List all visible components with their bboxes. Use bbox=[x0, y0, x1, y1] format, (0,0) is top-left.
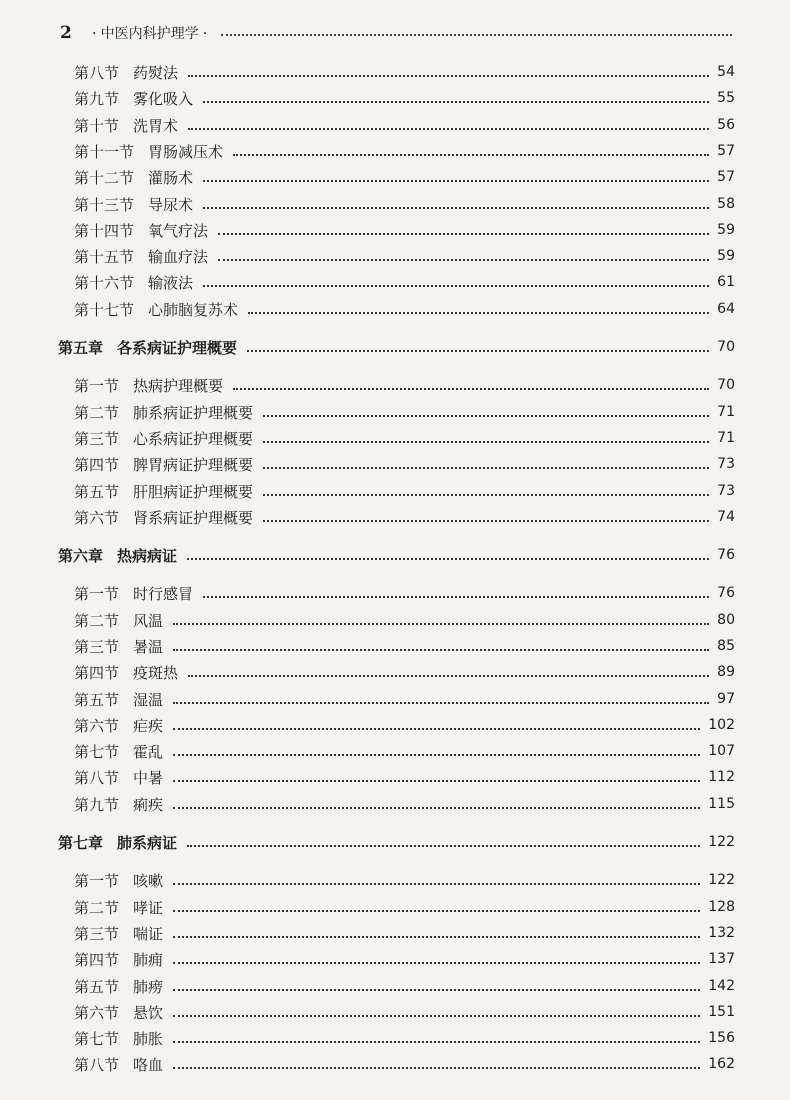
toc-entry-title: 疟疾 bbox=[133, 716, 164, 735]
toc-section-row bbox=[74, 60, 735, 84]
dot-leader bbox=[247, 350, 709, 352]
toc-entry-number: 第八节 bbox=[74, 63, 120, 82]
page-number: 2 bbox=[60, 23, 72, 43]
toc-section-row bbox=[74, 713, 735, 737]
toc-chapter-row bbox=[58, 543, 735, 567]
toc-entry-number: 第十六节 bbox=[74, 273, 135, 292]
toc-entry-title: 哮证 bbox=[133, 898, 164, 917]
dot-leader bbox=[187, 558, 709, 560]
toc-entry-title: 各系病证护理概要 bbox=[117, 338, 238, 357]
header-leader bbox=[221, 34, 732, 36]
toc-entry-number: 第五节 bbox=[74, 977, 120, 996]
toc-page-number: 58 bbox=[717, 196, 735, 212]
toc-entry-number: 第十四节 bbox=[74, 221, 135, 240]
toc-section-row bbox=[74, 426, 735, 450]
toc-page-number: 64 bbox=[717, 301, 735, 317]
toc-page-number: 61 bbox=[717, 274, 735, 290]
toc-page-number: 59 bbox=[717, 222, 735, 238]
toc-section-row bbox=[74, 297, 735, 321]
toc-section-row bbox=[74, 139, 735, 163]
dot-leader bbox=[203, 596, 709, 598]
toc-entry-title: 热病护理概要 bbox=[133, 376, 224, 395]
toc-section-row bbox=[74, 608, 735, 632]
toc-entry-number: 第二节 bbox=[74, 898, 120, 917]
toc-entry-title: 肺胀 bbox=[133, 1029, 164, 1048]
toc-entry-title: 湿温 bbox=[133, 690, 164, 709]
dot-leader bbox=[233, 154, 709, 156]
toc-entry-title: 药熨法 bbox=[133, 63, 179, 82]
dot-leader bbox=[173, 649, 709, 651]
toc-section-row bbox=[74, 270, 735, 294]
toc-entry-title: 喘证 bbox=[133, 924, 164, 943]
toc-entry-number: 第四节 bbox=[74, 950, 120, 969]
toc-entry-number: 第一节 bbox=[74, 376, 120, 395]
toc-entry-number: 第九节 bbox=[74, 89, 120, 108]
dot-leader bbox=[173, 807, 700, 809]
toc-section-row bbox=[74, 660, 735, 684]
toc-page-number: 107 bbox=[708, 743, 735, 759]
toc-entry-title: 风温 bbox=[133, 611, 164, 630]
toc-page-number: 56 bbox=[717, 117, 735, 133]
toc-entry-number: 第五章 bbox=[58, 338, 104, 357]
toc-section-row bbox=[74, 687, 735, 711]
toc-entry-number: 第三节 bbox=[74, 637, 120, 656]
toc-entry-title: 导尿术 bbox=[148, 195, 194, 214]
toc-entry-title: 咳嗽 bbox=[133, 871, 164, 890]
toc-page-number: 137 bbox=[708, 951, 735, 967]
toc-page-number: 76 bbox=[717, 547, 735, 563]
toc-entry-number: 第一节 bbox=[74, 584, 120, 603]
toc-entry-number: 第三节 bbox=[74, 429, 120, 448]
running-header: 2 · 中医内科护理学 · bbox=[60, 22, 732, 44]
toc-entry-title: 输液法 bbox=[148, 273, 194, 292]
toc-section-row bbox=[74, 1026, 735, 1050]
toc-entry-number: 第三节 bbox=[74, 924, 120, 943]
toc-entry-title: 时行感冒 bbox=[133, 584, 194, 603]
dot-leader bbox=[173, 989, 700, 991]
toc-page-number: 151 bbox=[708, 1004, 735, 1020]
dot-leader bbox=[218, 233, 709, 235]
toc-entry-title: 脾胃病证护理概要 bbox=[133, 455, 254, 474]
toc-entry-number: 第七节 bbox=[74, 1029, 120, 1048]
toc-section-row bbox=[74, 974, 735, 998]
toc-entry-title: 氧气疗法 bbox=[148, 221, 209, 240]
toc-entry-title: 雾化吸入 bbox=[133, 89, 194, 108]
toc-page-number: 54 bbox=[717, 64, 735, 80]
dot-leader bbox=[263, 520, 709, 522]
dot-leader bbox=[263, 441, 709, 443]
toc-section-row bbox=[74, 400, 735, 424]
toc-page-number: 76 bbox=[717, 585, 735, 601]
toc-entry-title: 热病病证 bbox=[117, 546, 178, 565]
toc-section-row bbox=[74, 479, 735, 503]
toc-page-number: 74 bbox=[717, 509, 735, 525]
dot-leader bbox=[248, 312, 709, 314]
toc-entry-number: 第二节 bbox=[74, 403, 120, 422]
toc-page-number: 85 bbox=[717, 638, 735, 654]
toc-entry-number: 第十一节 bbox=[74, 142, 135, 161]
toc-entry-title: 肺系病证护理概要 bbox=[133, 403, 254, 422]
dot-leader bbox=[188, 75, 709, 77]
toc-entry-title: 灌肠术 bbox=[148, 168, 194, 187]
dot-leader bbox=[173, 910, 700, 912]
toc-section-row bbox=[74, 505, 735, 529]
dot-leader bbox=[263, 467, 709, 469]
toc-entry-number: 第十三节 bbox=[74, 195, 135, 214]
toc-section-row bbox=[74, 452, 735, 476]
toc-entry-number: 第九节 bbox=[74, 795, 120, 814]
toc-entry-title: 肝胆病证护理概要 bbox=[133, 482, 254, 501]
dot-leader bbox=[203, 285, 709, 287]
toc-section-row bbox=[74, 765, 735, 789]
dot-leader bbox=[173, 728, 700, 730]
toc-page-number: 70 bbox=[717, 377, 735, 393]
toc-page-number: 115 bbox=[708, 796, 735, 812]
toc-section-row bbox=[74, 373, 735, 397]
toc-section-row bbox=[74, 244, 735, 268]
toc-entry-number: 第八节 bbox=[74, 1055, 120, 1074]
dot-leader bbox=[173, 936, 700, 938]
dot-leader bbox=[203, 180, 709, 182]
dot-leader bbox=[173, 1067, 700, 1069]
toc-section-row bbox=[74, 581, 735, 605]
toc-section-row bbox=[74, 86, 735, 110]
toc-entry-title: 肺痨 bbox=[133, 977, 164, 996]
dot-leader bbox=[173, 702, 709, 704]
dot-leader bbox=[173, 1015, 700, 1017]
dot-leader bbox=[203, 207, 709, 209]
toc-entry-title: 心系病证护理概要 bbox=[133, 429, 254, 448]
toc-entry-title: 洗胃术 bbox=[133, 116, 179, 135]
toc-entry-title: 咯血 bbox=[133, 1055, 164, 1074]
toc-page-number: 132 bbox=[708, 925, 735, 941]
toc-chapter-row bbox=[58, 830, 735, 854]
toc-page-number: 122 bbox=[708, 834, 735, 850]
dot-leader bbox=[188, 675, 709, 677]
toc-page-number: 71 bbox=[717, 430, 735, 446]
toc-section-row bbox=[74, 792, 735, 816]
toc-entry-title: 输血疗法 bbox=[148, 247, 209, 266]
toc-page-number: 156 bbox=[708, 1030, 735, 1046]
dot-leader bbox=[218, 259, 709, 261]
dot-leader bbox=[187, 845, 700, 847]
toc-page-number: 73 bbox=[717, 483, 735, 499]
toc-entry-title: 疫斑热 bbox=[133, 663, 179, 682]
toc-entry-number: 第七章 bbox=[58, 833, 104, 852]
toc-page-number: 89 bbox=[717, 664, 735, 680]
toc-page-number: 73 bbox=[717, 456, 735, 472]
toc-page-number: 142 bbox=[708, 978, 735, 994]
toc-section-row bbox=[74, 739, 735, 763]
toc-section-row bbox=[74, 113, 735, 137]
dot-leader bbox=[263, 494, 709, 496]
toc-entry-number: 第十五节 bbox=[74, 247, 135, 266]
toc-entry-number: 第六节 bbox=[74, 1003, 120, 1022]
toc-section-row bbox=[74, 868, 735, 892]
dot-leader bbox=[173, 962, 700, 964]
toc-entry-title: 心肺脑复苏术 bbox=[148, 300, 239, 319]
toc-entry-number: 第二节 bbox=[74, 611, 120, 630]
book-title: 中医内科护理学 bbox=[100, 26, 199, 42]
toc-entry-title: 胃肠减压术 bbox=[148, 142, 224, 161]
toc-entry-title: 肺系病证 bbox=[117, 833, 178, 852]
toc-section-row bbox=[74, 921, 735, 945]
dot-leader bbox=[173, 883, 700, 885]
toc-entry-title: 痢疾 bbox=[133, 795, 164, 814]
dot-leader bbox=[173, 623, 709, 625]
toc-entry-number: 第六章 bbox=[58, 546, 104, 565]
toc-section-row bbox=[74, 634, 735, 658]
toc-section-row bbox=[74, 1052, 735, 1076]
dot-leader bbox=[173, 1041, 700, 1043]
dot-leader bbox=[173, 754, 700, 756]
dot-leader bbox=[188, 128, 709, 130]
toc-page-number: 128 bbox=[708, 899, 735, 915]
dot-leader bbox=[173, 780, 700, 782]
toc-entry-title: 肺痈 bbox=[133, 950, 164, 969]
toc-entry-number: 第十节 bbox=[74, 116, 120, 135]
dot-leader bbox=[263, 415, 709, 417]
toc-entry-number: 第七节 bbox=[74, 742, 120, 761]
toc-section-row bbox=[74, 218, 735, 242]
dot-leader bbox=[203, 101, 709, 103]
toc-page-number: 97 bbox=[717, 691, 735, 707]
toc-entry-title: 暑温 bbox=[133, 637, 164, 656]
toc-page-number: 112 bbox=[708, 769, 735, 785]
toc-entry-title: 霍乱 bbox=[133, 742, 164, 761]
toc-entry-number: 第六节 bbox=[74, 716, 120, 735]
toc-section-row bbox=[74, 895, 735, 919]
toc-page-number: 102 bbox=[708, 717, 735, 733]
toc-page-number: 59 bbox=[717, 248, 735, 264]
toc-section-row bbox=[74, 192, 735, 216]
toc-page-number: 57 bbox=[717, 143, 735, 159]
toc-chapter-row bbox=[58, 335, 735, 359]
toc-entry-number: 第十七节 bbox=[74, 300, 135, 319]
toc-entry-number: 第一节 bbox=[74, 871, 120, 890]
toc-section-row bbox=[74, 1000, 735, 1024]
toc-entry-title: 肾系病证护理概要 bbox=[133, 508, 254, 527]
toc-page-number: 122 bbox=[708, 872, 735, 888]
toc-page-number: 57 bbox=[717, 169, 735, 185]
toc-page-number: 70 bbox=[717, 339, 735, 355]
toc-entry-number: 第六节 bbox=[74, 508, 120, 527]
toc-entry-number: 第八节 bbox=[74, 768, 120, 787]
toc-entry-number: 第四节 bbox=[74, 455, 120, 474]
toc-page-number: 80 bbox=[717, 612, 735, 628]
toc-section-row bbox=[74, 165, 735, 189]
toc-page-number: 55 bbox=[717, 90, 735, 106]
toc-entry-title: 中暑 bbox=[133, 768, 164, 787]
toc-section-row bbox=[74, 947, 735, 971]
dot-leader bbox=[233, 388, 709, 390]
toc-entry-title: 悬饮 bbox=[133, 1003, 164, 1022]
toc-page-number: 162 bbox=[708, 1056, 735, 1072]
toc-entry-number: 第五节 bbox=[74, 482, 120, 501]
toc-entry-number: 第四节 bbox=[74, 663, 120, 682]
toc-page-number: 71 bbox=[717, 404, 735, 420]
toc-entry-number: 第十二节 bbox=[74, 168, 135, 187]
toc-entry-number: 第五节 bbox=[74, 690, 120, 709]
